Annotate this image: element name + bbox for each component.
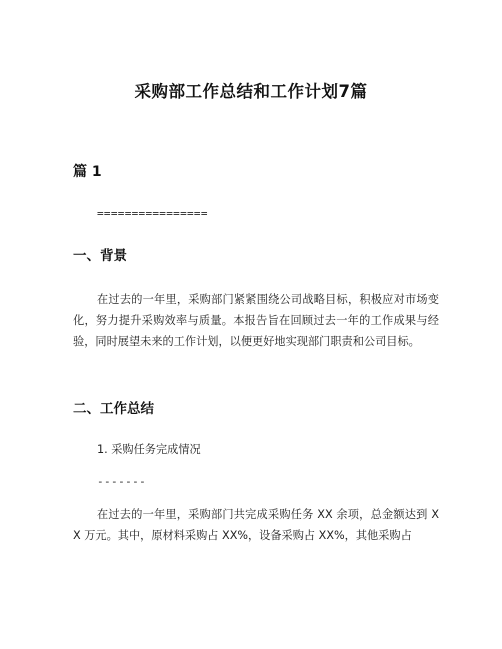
paragraph-work-summary: 在过去的一年里，采购部门共完成采购任务 XX 余项，总金额达到 XX 万元。其中，原材料采购占 XX%，设备采购占 XX%，其他采购占 (73, 508, 439, 543)
section-label: 篇 1 (73, 164, 102, 180)
document-title: 采购部工作总结和工作计划7篇 (134, 82, 368, 101)
paragraph-background: 在过去的一年里，采购部门紧紧围绕公司战略目标，积极应对市场变化，努力提升采购效率与质量。本报告旨在回顾过去一年的工作成果与经验，同时展望未来的工作计划，以便更好地实现部门职责和公司目标。 (73, 293, 439, 349)
heading-background: 一、背景 (73, 248, 127, 264)
subitem-procurement-tasks: 1. 采购任务完成情况 (97, 443, 201, 456)
dash-separator: ------- (97, 475, 147, 488)
heading-work-summary: 二、工作总结 (73, 401, 154, 417)
separator-line: ================ (97, 207, 208, 220)
